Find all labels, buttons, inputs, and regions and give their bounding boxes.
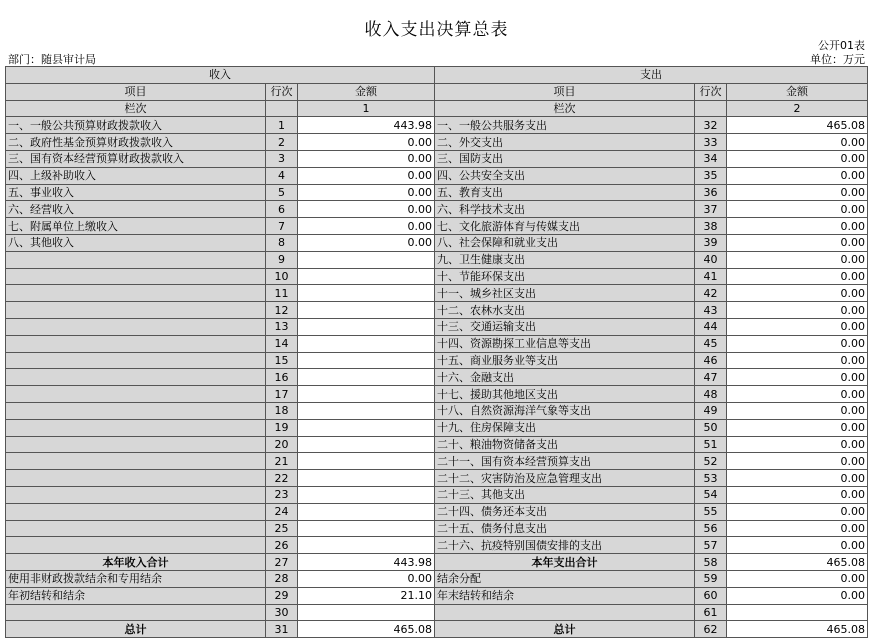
income-amount-cell: 465.08 [298,621,435,638]
income-rowno-cell: 30 [266,604,298,621]
expense-amount-cell: 0.00 [727,402,868,419]
income-rowno-cell: 1 [266,117,298,134]
table-row [6,587,868,604]
income-item-cell: 年初结转和结余 [6,587,266,604]
expense-item-cell: 十三、交通运输支出 [435,318,695,335]
expense-amount-cell: 0.00 [727,453,868,470]
table-row [6,302,868,319]
income-rowno-cell: 31 [266,621,298,638]
expense-item-cell: 年末结转和结余 [435,587,695,604]
income-rowno-cell: 21 [266,453,298,470]
expense-amount-cell: 0.00 [727,352,868,369]
expense-item-cell: 二十四、债务还本支出 [435,503,695,520]
expense-amount-cell: 0.00 [727,436,868,453]
income-amount-cell [298,537,435,554]
income-rowno-cell: 12 [266,302,298,319]
income-item-cell [6,352,266,369]
income-rowno-cell: 13 [266,318,298,335]
table-row [6,537,868,554]
income-item-cell [6,470,266,487]
expense-item-cell: 四、公共安全支出 [435,167,695,184]
income-item-cell [6,436,266,453]
income-rowno-cell: 19 [266,419,298,436]
unit-label: 单位：万元 [810,53,865,66]
income-rowno-cell: 2 [266,134,298,151]
expense-rowno-cell: 37 [695,201,727,218]
expense-item-cell: 十四、资源勘探工业信息等支出 [435,335,695,352]
expense-rowno-cell: 43 [695,302,727,319]
expense-amount-cell: 0.00 [727,318,868,335]
expense-amount-cell: 0.00 [727,134,868,151]
income-item-cell [6,318,266,335]
expense-rowno-cell: 53 [695,470,727,487]
income-rowno-cell: 29 [266,587,298,604]
page-title: 收入支出决算总表 [364,20,509,40]
income-item-cell: 六、经营收入 [6,201,266,218]
expense-rowno-cell: 50 [695,419,727,436]
expense-rowno-cell: 36 [695,184,727,201]
expense-rowno-cell: 51 [695,436,727,453]
table-row [6,419,868,436]
table-row [6,604,868,621]
expense-amount-cell: 465.08 [727,117,868,134]
income-expense-table [5,66,868,638]
table-row [6,402,868,419]
expense-amount-cell: 0.00 [727,470,868,487]
table-row [6,251,868,268]
income-amount-cell: 0.00 [298,570,435,587]
income-amount-cell: 0.00 [298,201,435,218]
expense-item-cell: 本年支出合计 [435,554,695,571]
expense-rowno-cell: 55 [695,503,727,520]
expense-amount-cell: 465.08 [727,554,868,571]
income-amount-cell: 0.00 [298,234,435,251]
table-row [6,621,868,638]
expense-item-cell: 三、国防支出 [435,150,695,167]
income-amount-cell [298,285,435,302]
income-amount-cell [298,604,435,621]
expense-rowno-cell: 38 [695,218,727,235]
table-row [6,470,868,487]
income-rowno-cell: 18 [266,402,298,419]
expense-rowno-cell: 49 [695,402,727,419]
expense-item-header: 项目 [435,83,695,100]
expense-amount-header: 金额 [727,83,868,100]
income-item-cell [6,486,266,503]
income-amount-cell [298,318,435,335]
expense-amount-cell: 0.00 [727,251,868,268]
table-row [6,234,868,251]
expense-item-cell: 二十二、灾害防治及应急管理支出 [435,470,695,487]
expense-amount-cell: 0.00 [727,218,868,235]
table-row [6,285,868,302]
table-row [6,369,868,386]
income-rowno-cell: 27 [266,554,298,571]
income-item-cell: 二、政府性基金预算财政拨款收入 [6,134,266,151]
table-row [6,386,868,403]
table-row [6,520,868,537]
income-amount-cell [298,386,435,403]
income-amount-cell: 0.00 [298,184,435,201]
expense-rowno-header: 行次 [695,83,727,100]
income-rowno-cell: 10 [266,268,298,285]
income-item-cell: 总计 [6,621,266,638]
expense-amount-cell: 0.00 [727,386,868,403]
income-item-cell [6,537,266,554]
table-row [6,318,868,335]
expense-item-cell: 十九、住房保障支出 [435,419,695,436]
expense-rowno-cell: 48 [695,386,727,403]
expense-rowno-cell: 40 [695,251,727,268]
expense-item-cell: 十一、城乡社区支出 [435,285,695,302]
income-rowno-cell: 9 [266,251,298,268]
income-amount-cell: 0.00 [298,167,435,184]
expense-item-cell: 九、卫生健康支出 [435,251,695,268]
income-amount-cell [298,302,435,319]
income-colno-blank [266,100,298,117]
table-row [6,503,868,520]
expense-rowno-cell: 39 [695,234,727,251]
expense-amount-cell: 0.00 [727,335,868,352]
expense-item-cell: 二十、粮油物资储备支出 [435,436,695,453]
income-item-cell [6,503,266,520]
income-rowno-cell: 16 [266,369,298,386]
table-row [6,352,868,369]
expense-item-cell: 十五、商业服务业等支出 [435,352,695,369]
income-amount-cell [298,335,435,352]
income-amount-cell [298,520,435,537]
income-item-cell [6,268,266,285]
income-amount-cell [298,402,435,419]
income-item-cell: 一、一般公共预算财政拨款收入 [6,117,266,134]
expense-amount-cell: 0.00 [727,503,868,520]
table-row [6,453,868,470]
income-rowno-cell: 15 [266,352,298,369]
income-rowno-cell: 20 [266,436,298,453]
income-amount-cell [298,369,435,386]
income-rowno-cell: 5 [266,184,298,201]
expense-item-cell: 二十六、抗疫特别国债安排的支出 [435,537,695,554]
expense-rowno-cell: 42 [695,285,727,302]
table-row [6,436,868,453]
income-rowno-cell: 22 [266,470,298,487]
expense-rowno-cell: 58 [695,554,727,571]
expense-amount-cell: 0.00 [727,184,868,201]
expense-rowno-cell: 57 [695,537,727,554]
income-amount-cell [298,251,435,268]
expense-amount-cell: 0.00 [727,369,868,386]
expense-item-cell: 六、科学技术支出 [435,201,695,218]
income-amount-cell: 443.98 [298,554,435,571]
income-item-cell: 五、事业收入 [6,184,266,201]
income-item-cell [6,369,266,386]
expense-amount-cell: 0.00 [727,520,868,537]
income-colno-label: 栏次 [6,100,266,117]
income-item-cell [6,251,266,268]
expense-rowno-cell: 54 [695,486,727,503]
income-item-cell [6,386,266,403]
income-rowno-cell: 24 [266,503,298,520]
expense-rowno-cell: 33 [695,134,727,151]
income-amount-cell: 443.98 [298,117,435,134]
expense-item-cell: 十七、援助其他地区支出 [435,386,695,403]
expense-colno-label: 栏次 [435,100,695,117]
income-item-cell [6,335,266,352]
expense-amount-cell: 0.00 [727,537,868,554]
income-item-cell [6,302,266,319]
expense-amount-cell: 0.00 [727,587,868,604]
income-item-cell [6,402,266,419]
income-amount-cell: 21.10 [298,587,435,604]
income-section-header: 收入 [6,67,435,84]
income-rowno-cell: 11 [266,285,298,302]
income-amount-cell: 0.00 [298,218,435,235]
income-rowno-cell: 28 [266,570,298,587]
table-row [6,335,868,352]
table-row [6,218,868,235]
expense-rowno-cell: 47 [695,369,727,386]
income-amount-cell [298,436,435,453]
table-row [6,486,868,503]
expense-rowno-cell: 61 [695,604,727,621]
income-colno-value: 1 [298,100,435,117]
expense-amount-cell: 0.00 [727,167,868,184]
expense-section-header: 支出 [435,67,868,84]
income-rowno-cell: 4 [266,167,298,184]
expense-amount-cell: 0.00 [727,234,868,251]
income-amount-cell: 0.00 [298,134,435,151]
expense-amount-cell: 0.00 [727,285,868,302]
income-item-cell: 四、上级补助收入 [6,167,266,184]
expense-rowno-cell: 56 [695,520,727,537]
table-row [6,184,868,201]
income-rowno-cell: 3 [266,150,298,167]
table-row [6,150,868,167]
income-item-header: 项目 [6,83,266,100]
expense-item-cell: 二十三、其他支出 [435,486,695,503]
expense-item-cell: 总计 [435,621,695,638]
expense-colno-value: 2 [727,100,868,117]
expense-item-cell: 二十一、国有资本经营预算支出 [435,453,695,470]
table-row [6,117,868,134]
income-amount-cell [298,486,435,503]
expense-amount-cell: 0.00 [727,268,868,285]
expense-rowno-cell: 52 [695,453,727,470]
expense-rowno-cell: 32 [695,117,727,134]
expense-item-cell: 二十五、债务付息支出 [435,520,695,537]
expense-rowno-cell: 46 [695,352,727,369]
table-row [6,201,868,218]
expense-item-cell: 五、教育支出 [435,184,695,201]
income-rowno-header: 行次 [266,83,298,100]
income-amount-cell [298,503,435,520]
expense-amount-cell: 0.00 [727,570,868,587]
income-rowno-cell: 14 [266,335,298,352]
income-item-cell: 七、附属单位上缴收入 [6,218,266,235]
income-rowno-cell: 26 [266,537,298,554]
expense-amount-cell: 0.00 [727,302,868,319]
expense-amount-cell: 0.00 [727,150,868,167]
expense-rowno-cell: 41 [695,268,727,285]
expense-rowno-cell: 60 [695,587,727,604]
expense-item-cell: 十、节能环保支出 [435,268,695,285]
income-rowno-cell: 7 [266,218,298,235]
income-rowno-cell: 25 [266,520,298,537]
expense-item-cell: 八、社会保障和就业支出 [435,234,695,251]
income-rowno-cell: 6 [266,201,298,218]
table-row [6,167,868,184]
income-item-cell [6,285,266,302]
expense-rowno-cell: 59 [695,570,727,587]
income-item-cell: 八、其他收入 [6,234,266,251]
income-rowno-cell: 23 [266,486,298,503]
income-item-cell [6,453,266,470]
expense-rowno-cell: 35 [695,167,727,184]
table-row [6,134,868,151]
form-code: 公开01表 [818,39,865,52]
expense-item-cell: 一、一般公共服务支出 [435,117,695,134]
expense-rowno-cell: 44 [695,318,727,335]
income-amount-cell [298,453,435,470]
income-amount-cell [298,470,435,487]
expense-amount-cell: 0.00 [727,201,868,218]
income-item-cell: 本年收入合计 [6,554,266,571]
expense-item-cell: 十二、农林水支出 [435,302,695,319]
income-amount-cell [298,419,435,436]
expense-item-cell [435,604,695,621]
income-amount-header: 金额 [298,83,435,100]
income-amount-cell [298,352,435,369]
expense-rowno-cell: 62 [695,621,727,638]
income-rowno-cell: 17 [266,386,298,403]
department-label: 部门：随县审计局 [8,53,96,66]
income-amount-cell: 0.00 [298,150,435,167]
income-item-cell [6,604,266,621]
table-row [6,570,868,587]
income-rowno-cell: 8 [266,234,298,251]
expense-amount-cell [727,604,868,621]
income-item-cell: 使用非财政拨款结余和专用结余 [6,570,266,587]
expense-item-cell: 十六、金融支出 [435,369,695,386]
expense-item-cell: 十八、自然资源海洋气象等支出 [435,402,695,419]
expense-colno-blank [695,100,727,117]
income-item-cell: 三、国有资本经营预算财政拨款收入 [6,150,266,167]
expense-item-cell: 结余分配 [435,570,695,587]
income-item-cell [6,520,266,537]
expense-amount-cell: 0.00 [727,486,868,503]
table-row [6,554,868,571]
expense-rowno-cell: 34 [695,150,727,167]
income-item-cell [6,419,266,436]
expense-rowno-cell: 45 [695,335,727,352]
expense-item-cell: 七、文化旅游体育与传媒支出 [435,218,695,235]
expense-item-cell: 二、外交支出 [435,134,695,151]
table-row [6,268,868,285]
expense-amount-cell: 0.00 [727,419,868,436]
expense-amount-cell: 465.08 [727,621,868,638]
income-amount-cell [298,268,435,285]
